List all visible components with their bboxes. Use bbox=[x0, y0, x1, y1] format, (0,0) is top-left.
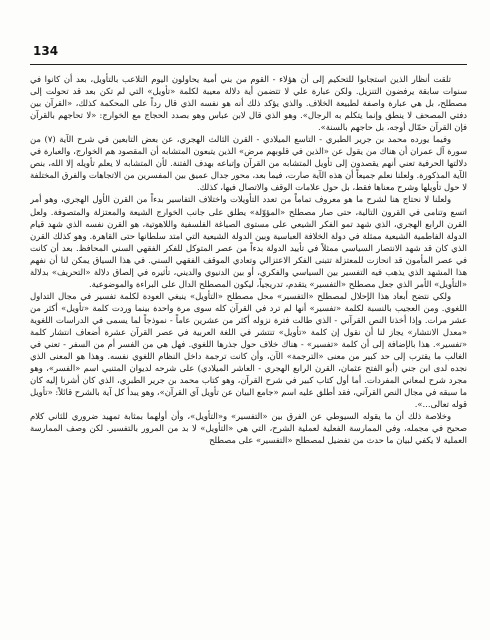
paragraph: ولكي نتضح أبعاد هذا الإحلال لمصطلح «التفسير» محل مصطلح «التأويل» ينبغي العودة لكلمة تفسير في مجال التداول اللغوي. ومن العجيب بالنسبة لكلمة «تفسير» أنها لم ترد في القرآن كله سوى مرة واحدة بينما وردت كلمة «تأويل» أكثر من عشر مرات. وإذا أخذنا النص القرآني - الذي طالت فترة نزوله أكثر من عشرين عاماً - نموذجاً لما يسمى في الدراسات اللغوية «معدل الانتشار» يجاز لنا أن نقول إن كلمة «تأويل» تنتشر في اللغة العربية في عصر القرآن عشرة أضعاف انتشار كلمة «تفسير». هذا بالإضافة إلى أن كلمة «تفسير» - هناك خلاف حول جذرها اللغوي. فهل هي من الفسر أم من السفر - تعني في الغالب ما يقترب إلى حد كبير من معنى «الترجمة» الآن، وأن كانت ترجمة داخل النظام اللغوي نفسه. وهذا هو المعنى الذي نجده لدى ابن جني (أبو الفتح عثمان، القرن الرابع الهجري - العاشر الميلادي) على شرحه لديوان المتنبي اسم «الفسر»، وهو مجرد شرح لمعاني المفردات. أما أول كتاب كبير في شرح القرآن، وهو كتاب محمد بن جرير الطبري، الذي كان أشرنا إليه كان ما سبقه في مجال النص القرآني، فقد أطلق عليه اسم «جامع البيان عن تأويل آي القرآن»، وهو يبدأ كل آية بالشرح قائلاً: «تأويل قوله تعالى...». bbox=[30, 290, 467, 410]
body-text bbox=[30, 73, 467, 618]
paragraph: وفيما يورده محمد بن جرير الطبري - التاسع الميلادي - القرن الثالث الهجري، عن بعض التابعين في شرح الآية (٧) من سورة آل عمران أن هناك من يقول عن «الذين في قلوبهم مرض» الذين يتبعون المتشابه أن المقصود هم الخوارج، والعبارة في دلالتها الحرفية تعني أنهم يقصدون إلى تأويل المتشابه من القرآن وإتباعه بهدف الفتنة. لأن المتشابه لا يعلم تأويله إلا الله، بنص الآية المذكورة. ولعلنا نعلم جميعاً أن هذه الآية صارت، فيما بعد، محور جدال عميق بين المفسرين من الاتجاهات والفرق المختلفة لا حول تأويلها وشرح معناها فقط، بل حول علامات الوقف والاتصال فيها، كذلك. bbox=[30, 134, 467, 193]
page-number: 134 bbox=[33, 44, 59, 58]
paragraph: وخلاصة ذلك أن ما يقوله السيوطي عن الفرق بين «التفسير» و«التأويل»، وأن أولهما بمثابة تمهيد ضروري للثاني كلام صحيح في مجمله، وفي الممارسة الفعلية لعملية الشرح، التي هي «التأويل» لا بد من المرور بالتفسير. لكن وصف الممارسة العملية لا يكفي لبيان ما حدث من تفضيل لمصطلح «التفسير» على مصطلح bbox=[30, 411, 467, 446]
paragraph: ولعلنا لا نحتاج هنا لشرح ما هو معروف تماماً من تعدد التأويلات واختلاف التفاسير بدءاً من القرن الأول الهجري، وهو أمر اتسع وتنامى في القرون التالية، حتى صار مصطلح «المؤوّلة» يطلق على جانب الخوارج الشيعة والمعتزلة والمتصوفة. ولعل القرن الرابع الهجري، الذي شهد تمو الفكر الشيعي على مستوى الصياغة الفلسفية واللاهوتية، هو القرن نفسه الذي شهد قيام الدولة الفاطمية الشيعية ممثلة في دولة الخلافة العباسية وبين الدولة الشيعية التي امتد سلطانها حتى القاهرة. وهو كذلك القرن الذي كان قد شهد الانتصار السياسي ممثلاً في تأييد الدولة بدءاً من عصر المتوكل للفكر الفقهي السني المحافظ. بعد أن كانت في عصر المأمون قد انحازت للمعتزلة تتبنى الفكر الاعتزالي وتعادي الموقف الفقهي السني. في هذا السياق يمكن لنا أن نفهم هذا المشهد الذي يذهب فيه التفسير بين السياسي والفكري، أو بين الدنيوي والديني، تأثيره في إلصاق دلالة «التحريف» بدلالة «التأويل» الأمر الذي جعل مصطلح «التفسير» يتقدم، تدريجياً، ليكون المصطلح الدال على البراءة والموضوعية. bbox=[30, 194, 467, 289]
header-rule bbox=[30, 64, 467, 65]
paragraph: تلقت أنظار الذين استجابوا للتحكيم إلى أن هؤلاء - القوم من بني أمية يحاولون اليوم التلاعب بالتأويل، بعد أن كانوا في سنوات سابقة يرفضون التنزيل. ولكن عبارة علي لا تتضمن أية دلالة معيبة لكلمة «تأويل» التي لم تكن بعد قد تحولت إلى مصطلح، بل هي عبارة واصفة لطبيعة الخلاف. والذي يؤكد ذلك أنه هو نفسه الذي قال رداً على المحكمة كذلك، «القرآن بين دفتي المصحف لا ينطق وإنما يتكلم به الرجال». وهو الذي قال لابن عباس وهو بصدد الحجاج مع الخوارج: «لا تحاجهم بالقرآن فإن القرآن حمّال أوجه، بل حاجهم بالسنة». bbox=[30, 74, 467, 133]
